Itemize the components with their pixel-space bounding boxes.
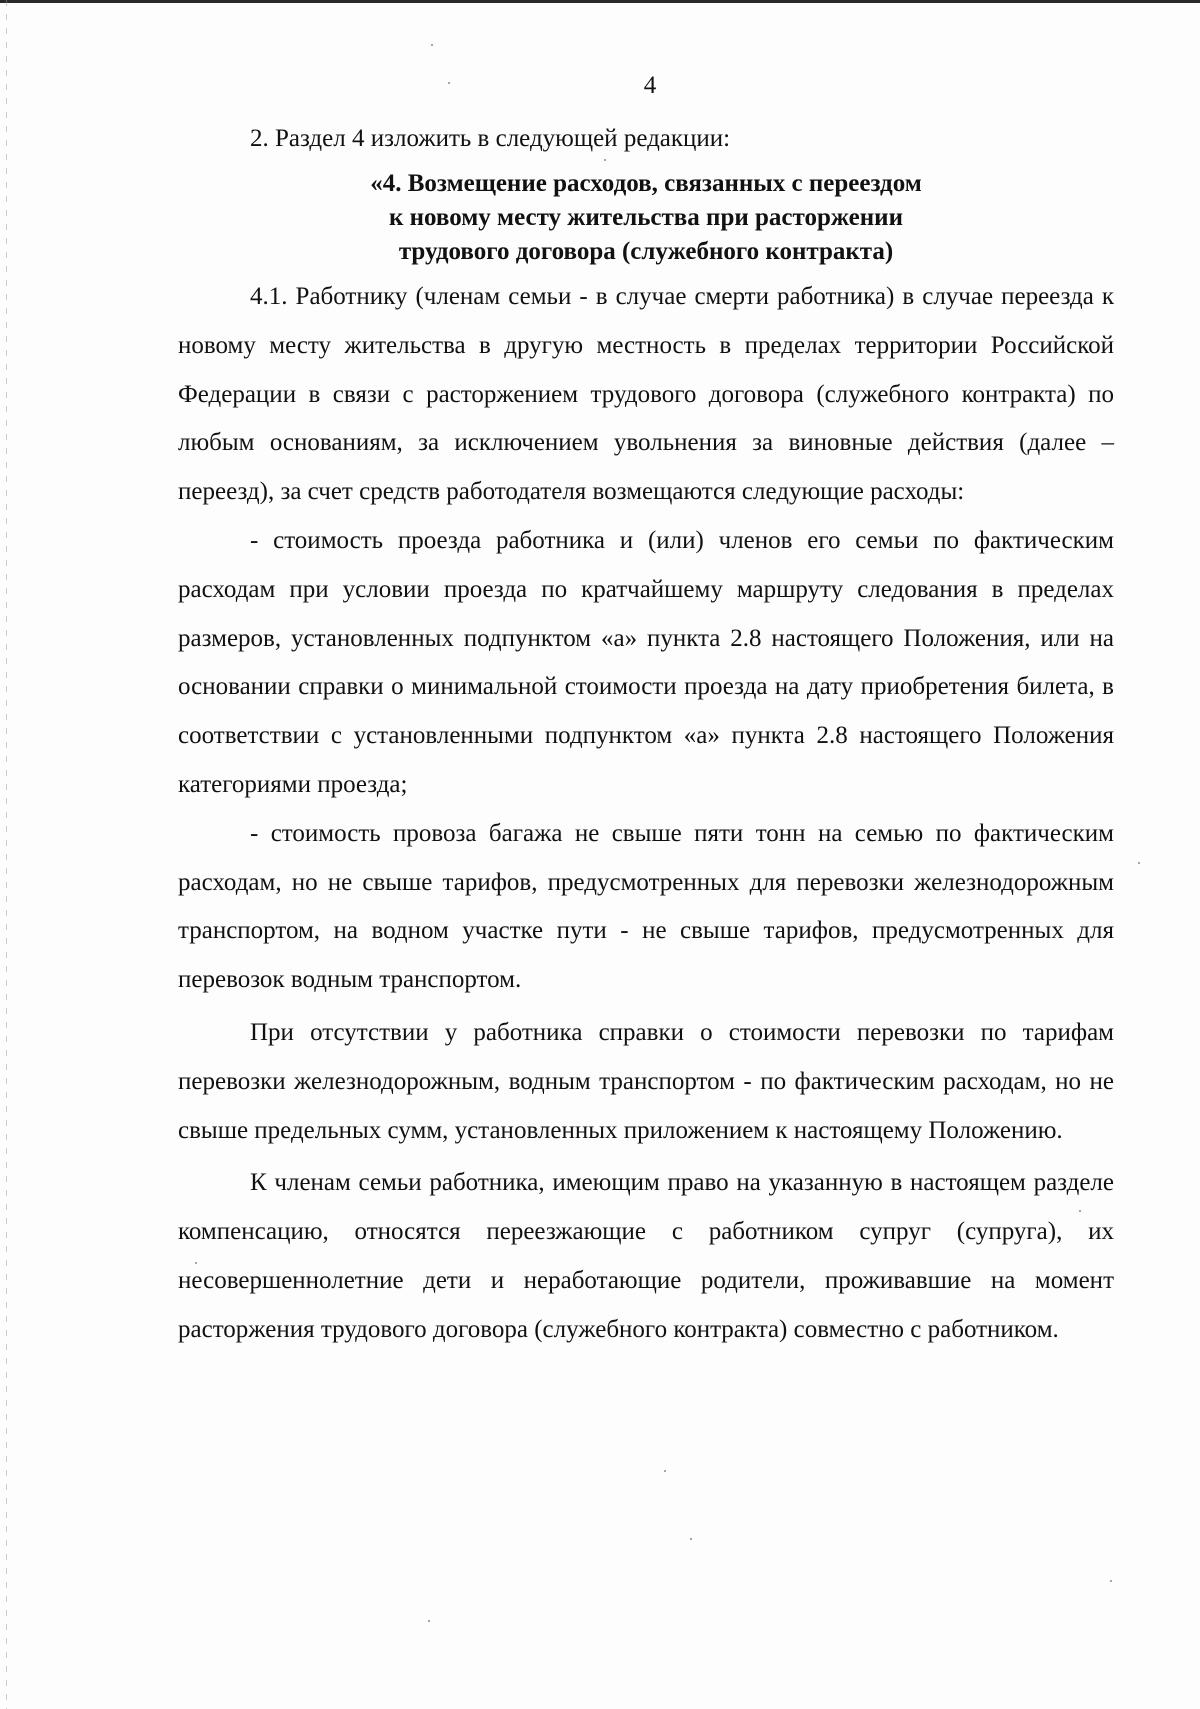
scan-speck: [1110, 1580, 1112, 1582]
paragraph-4-1: 4.1. Работнику (членам семьи - в случае смерти работника) в случае переезда к новому месту жительства в другую местность в пределах территории Российской Федерации в связи с расторжением трудового договора (служебного контракта) по любым основаниям, за исключением увольнения за виновные действия (далее – переезд), за счет средств работодателя возмещаются следующие расходы:: [178, 283, 1114, 506]
paragraph-travel-cost: - стоимость проезда работника и (или) членов его семьи по фактическим расходам при условии проезда по кратчайшему маршруту следования в пределах размеров, установленных подпунктом «а» пункта 2.8 настоящего Положения, или на основании справки о минимальной стоимости проезда на дату приобретения билета, в соответствии с установленными подпунктом «а» пункта 2.8 настоящего Положения категориями проезда;: [178, 526, 1114, 798]
scan-speck: [448, 82, 450, 84]
section-heading-line: «4. Возмещение расходов, связанных с переездом: [370, 170, 922, 197]
amendment-intro: 2. Раздел 4 изложить в следующей редакции:: [250, 125, 731, 152]
scan-speck: [664, 1470, 666, 1472]
scan-top-edge: [0, 0, 1200, 3]
scan-left-edge: [6, 0, 7, 1709]
paragraph-family-members: К членам семьи работника, имеющим право на указанную в настоящем разделе компенсацию, относятся переезжающие с работником супруг (супруга), их несовершеннолетние дети и неработающие родители, проживавшие на момент расторжения трудового договора (служебного контракта) совместно с работником.: [178, 1169, 1114, 1343]
paragraph-no-certificate: При отсутствии у работника справки о стоимости перевозки по тарифам перевозки железнодорожным, водным транспортом - по фактическим расходам, но не свыше предельных сумм, установленных приложением к настоящему Положению.: [178, 1018, 1114, 1144]
document-body: [178, 115, 1114, 1355]
paragraph-baggage-cost: - стоимость провоза багажа не свыше пяти тонн на семью по фактическим расходам, но не свыше тарифов, предусмотренных для перевозки железнодорожным транспортом, на водном участке пути - не свыше тарифов, предусмотренных для перевозок водным транспортом.: [178, 819, 1114, 994]
scan-speck: [1079, 1210, 1081, 1212]
page-number: 4: [643, 72, 657, 99]
scan-speck: [690, 1538, 692, 1540]
scan-speck: [428, 1620, 430, 1622]
scan-speck: [195, 1262, 197, 1264]
section-heading-line: к новому месту жительства при расторжении: [388, 204, 903, 231]
scan-speck: [1138, 862, 1140, 864]
section-heading: [178, 163, 1114, 269]
scan-speck: [604, 159, 606, 161]
scan-speck: [431, 44, 433, 46]
section-heading-line: трудового договора (служебного контракта): [398, 238, 894, 265]
